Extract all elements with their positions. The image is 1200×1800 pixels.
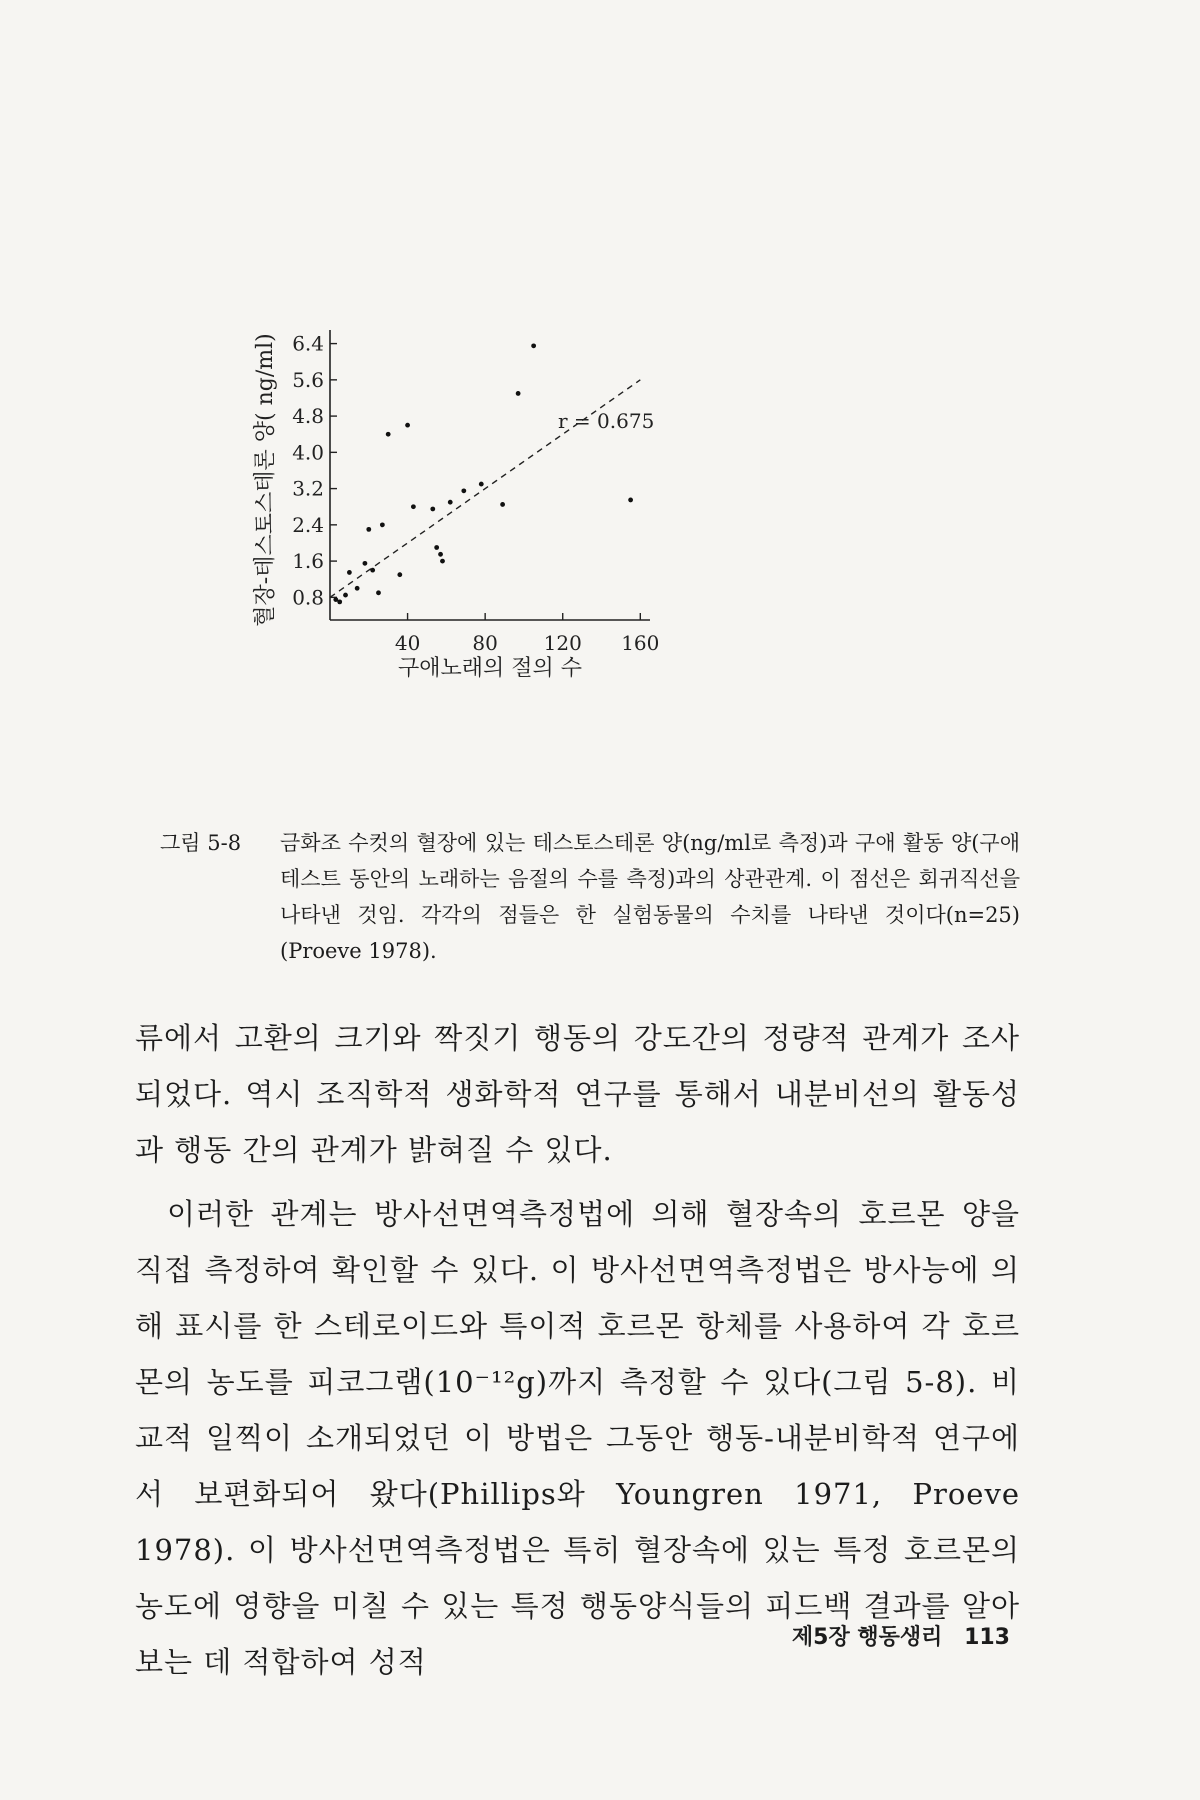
data-point [531,343,536,348]
x-axis-title: 구애노래의 절의 수 [397,656,583,681]
data-point [628,498,633,503]
caption-number: 그림 5-8 [160,831,242,855]
data-point [479,482,484,487]
data-point [380,522,385,527]
data-point [337,599,342,604]
data-point [448,500,453,505]
data-point [405,423,410,428]
y-tick-label: 3.2 [292,476,324,501]
x-tick-label: 40 [394,631,421,655]
y-tick-label: 5.6 [292,367,324,392]
y-tick-label: 4.8 [292,404,324,429]
caption-text: 금화조 수컷의 혈장에 있는 테스토스테론 양(ng/ml로 측정)과 구애 활동 양(구애테스트 동안의 노래하는 음절의 수를 측정)과의 상관관계. 이 점선은 회귀직선을 나타낸 것임. 각각의 점들은 한 실험동물의 수치를 나타낸 것이다(n=25)(Proeve 1978). [280,831,1020,963]
data-point [376,590,381,595]
data-point [370,568,375,573]
page-number: 113 [964,1625,1010,1650]
data-point [411,504,416,509]
y-tick-label: 1.6 [292,549,324,574]
chart-axes [330,330,650,620]
data-points [333,343,633,604]
data-point [397,572,402,577]
y-tick-label: 2.4 [292,512,324,537]
correlation-label: r = 0.675 [558,409,655,433]
paragraph-2: 이러한 관계는 방사선면역측정법에 의해 혈장속의 호르몬 양을 직접 측정하여 확인할 수 있다. 이 방사선면역측정법은 방사능에 의해 표시를 한 스테로이드와 특이적 호르몬 항체를 사용하여 각 호르몬의 농도를 피코그램(10⁻¹²g)까지 측정할 수 있다(그림 5-8). 비교적 일찍이 소개되었던 이 방법은 그동안 행동-내분비학적 연구에서 보편화되어 왔다(Phillips와 Youngren 1971, Proeve 1978). 이 방사선면역측정법은 특히 혈장속에 있는 특정 호르몬의 농도에 영향을 미칠 수 있는 특정 행동양식들의 피드백 결과를 알아보는 데 적합하여 성적 [135,1197,1020,1679]
paragraph-1: 류에서 고환의 크기와 짝짓기 행동의 강도간의 정량적 관계가 조사되었다. 역시 조직학적 생화학적 연구를 통해서 내분비선의 활동성과 행동 간의 관계가 밝혀질 수 있다. [135,1021,1020,1167]
page-footer [778,1620,1010,1651]
figure-caption [160,825,1020,969]
scatter-chart [253,320,760,790]
y-tick-label: 0.8 [292,585,324,610]
data-point [355,586,360,591]
data-point [516,391,521,396]
body-text [135,1010,1020,1690]
data-point [438,552,443,557]
y-axis-title: 혈장-테스토스테론 양( ng/ml) [253,333,278,627]
x-tick-label: 120 [543,631,582,655]
data-point [434,545,439,550]
chapter-title: 제5장 행동생리 [791,1625,943,1650]
y-tick-label: 6.4 [292,331,324,356]
x-tick-label: 80 [472,631,498,655]
y-tick-label: 4.0 [292,440,324,465]
x-tick-label: 160 [621,631,660,655]
data-point [430,507,435,512]
data-point [343,593,348,598]
data-point [347,570,352,575]
data-point [386,432,391,437]
data-point [363,561,368,566]
data-point [440,559,445,564]
data-point [461,488,466,493]
data-point [366,527,371,532]
data-point [500,502,505,507]
